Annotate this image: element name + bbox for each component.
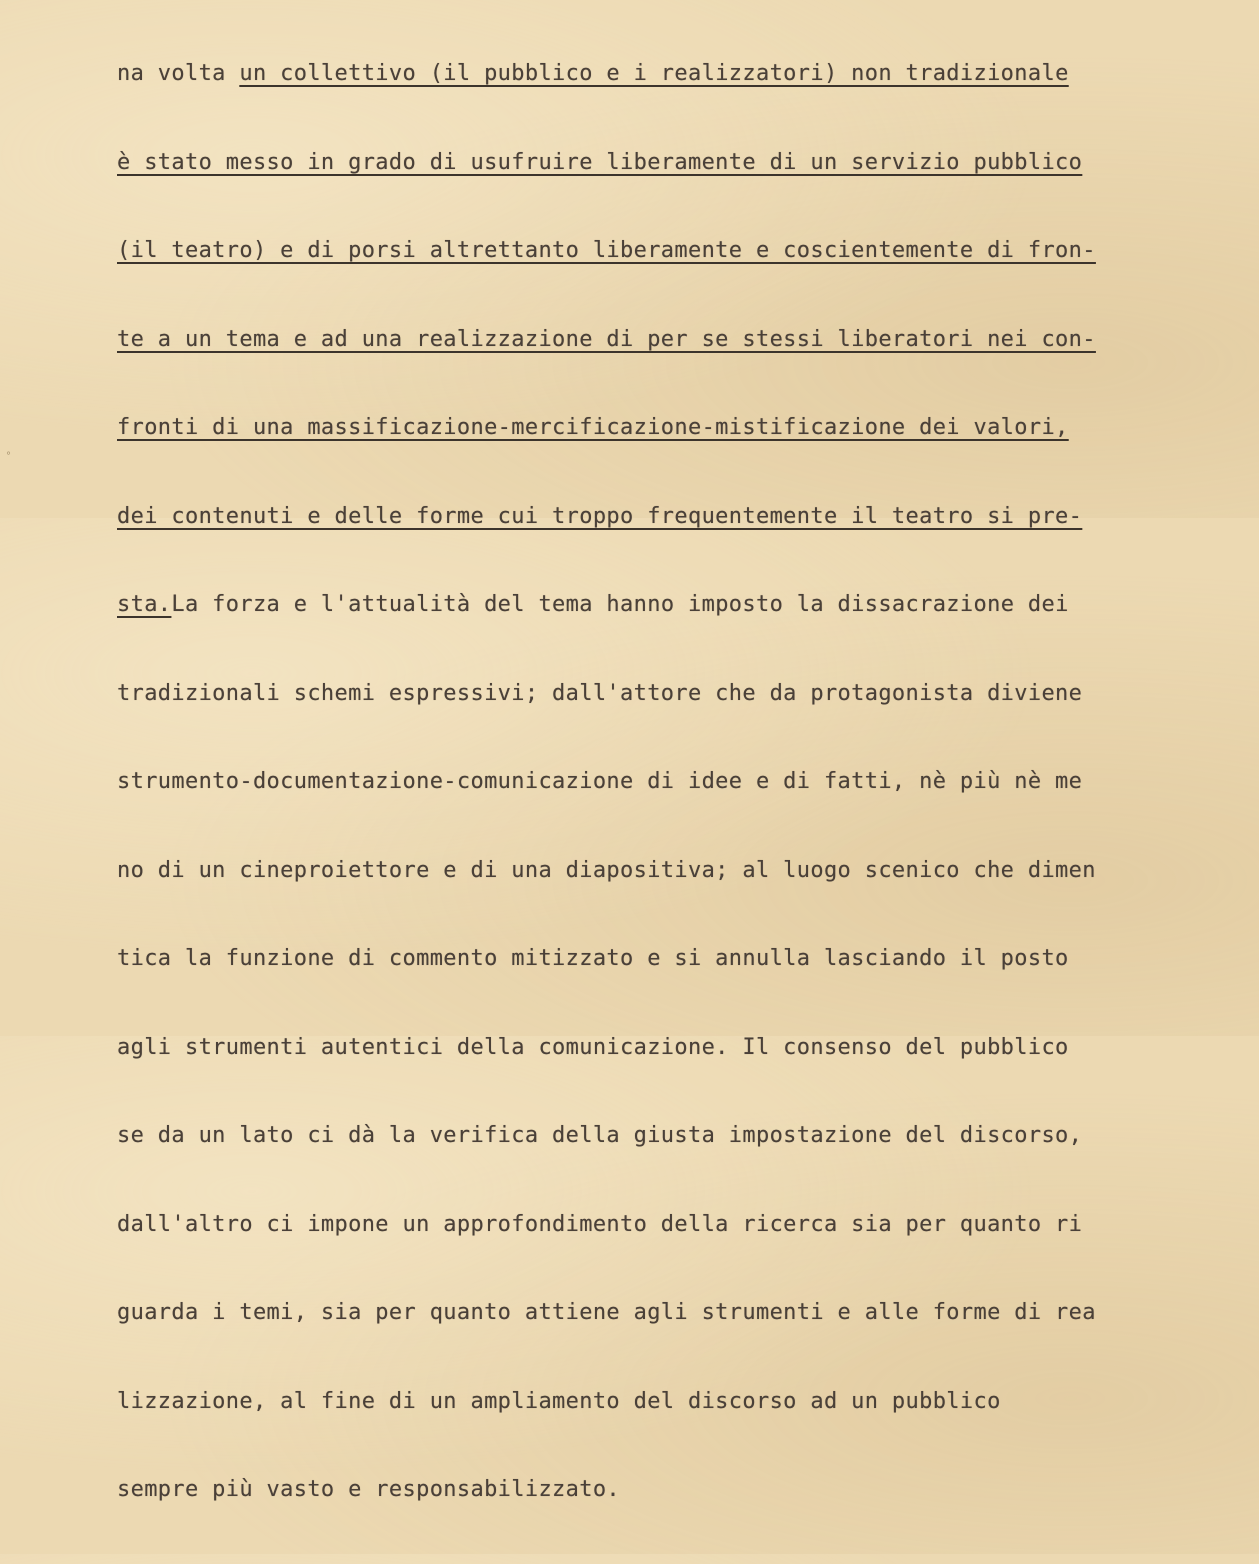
- text-line-1: [117, 59, 1247, 89]
- text-line-17: [117, 1475, 1247, 1505]
- text-line-8: [117, 679, 1247, 709]
- text-segment-underlined: (il teatro) e di porsi altrettanto liberamente e coscientemente di fron-: [117, 238, 1096, 263]
- text-line-10: [117, 856, 1247, 886]
- text-line-12: [117, 1033, 1247, 1063]
- text-segment: no di un cineproiettore e di una diapositiva; al luogo scenico che dimen: [117, 857, 1096, 883]
- text-segment: sempre più vasto e responsabilizzato.: [117, 1477, 621, 1502]
- text-segment-underlined: sta.: [117, 592, 172, 617]
- text-segment-underlined: te a un tema e ad una realizzazione di per se stessi liberatori nei con-: [117, 326, 1096, 352]
- text-line-5: [117, 413, 1247, 443]
- text-line-16: [117, 1387, 1247, 1417]
- text-line-3: [117, 236, 1247, 266]
- text-segment: se da un lato ci dà la verifica della giusta impostazione del discorso,: [117, 1123, 1083, 1148]
- text-segment: La forza e l'attualità del tema hanno imposto la dissacrazione dei: [171, 592, 1069, 617]
- text-segment-underlined: dei contenuti e delle forme cui troppo frequentemente il teatro si pre-: [117, 503, 1083, 529]
- typed-text-block: [117, 0, 1247, 1564]
- text-line-7: [117, 590, 1247, 620]
- text-segment: agli strumenti autentici della comunicazione. Il consenso del pubblico: [117, 1034, 1069, 1060]
- text-line-13: [117, 1121, 1247, 1151]
- text-segment-underlined: è stato messo in grado di usufruire liberamente di un servizio pubblico: [117, 149, 1083, 175]
- text-segment: tradizionali schemi espressivi; dall'attore che da protagonista diviene: [117, 680, 1083, 706]
- text-segment: dall'altro ci impone un approfondimento della ricerca sia per quanto ri: [117, 1211, 1083, 1237]
- text-segment: guarda i temi, sia per quanto attiene agli strumenti e alle forme di rea: [117, 1300, 1096, 1325]
- margin-smudge: °: [6, 451, 11, 462]
- text-line-9: [117, 767, 1247, 797]
- text-line-11: [117, 944, 1247, 974]
- text-segment-underlined: fronti di una massificazione-mercificazione-mistificazione dei valori,: [117, 415, 1069, 440]
- text-segment: na volta: [117, 61, 240, 86]
- text-line-2: [117, 148, 1247, 178]
- text-segment: tica la funzione di commento mitizzato e si annulla lasciando il posto: [117, 946, 1069, 971]
- text-line-14: [117, 1210, 1247, 1240]
- text-segment: lizzazione, al fine di un ampliamento del discorso ad un pubblico: [117, 1388, 1001, 1414]
- text-line-15: [117, 1298, 1247, 1328]
- text-segment-underlined: un collettivo (il pubblico e i realizzatori) non tradizionale: [239, 61, 1069, 86]
- text-segment: strumento-documentazione-comunicazione di idee e di fatti, nè più nè me: [117, 769, 1083, 794]
- text-line-4: [117, 325, 1247, 355]
- text-line-6: [117, 502, 1247, 532]
